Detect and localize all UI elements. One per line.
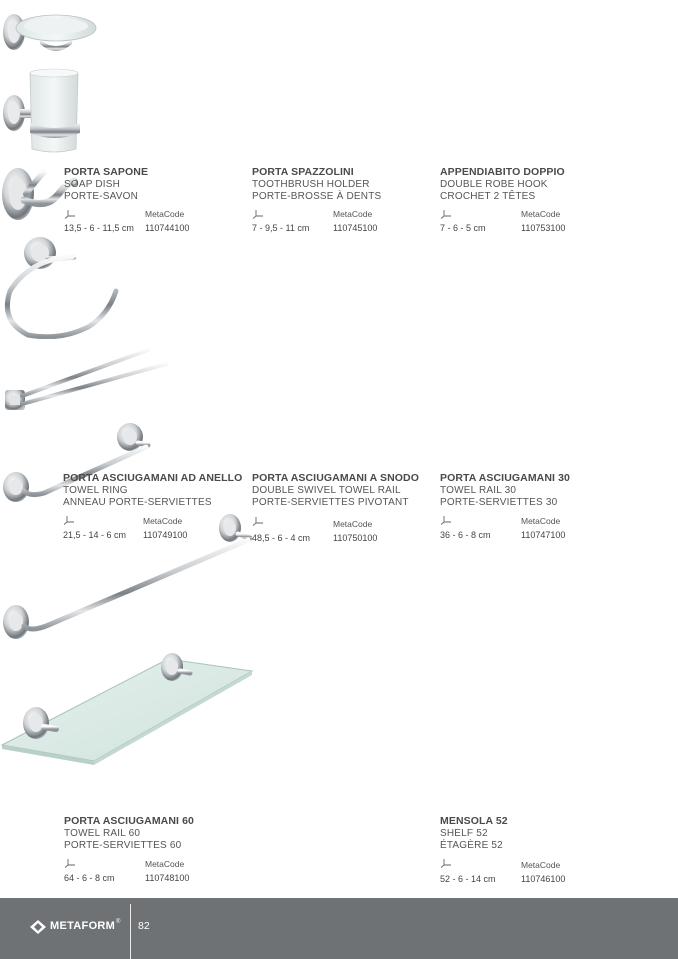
product-dimensions: 21,5 - 14 - 6 cm [63,530,127,540]
registered-mark: ® [116,919,121,925]
product-name-en: TOWEL RING [63,485,128,496]
metacode-label: MetaCode [521,516,561,526]
product-name: PORTA ASCIUGAMANI 60 [64,815,194,827]
swivel-towel-rail-image [0,344,172,416]
product-code: 110750100 [333,533,378,543]
product-dimensions: 48,5 - 6 - 4 cm [252,533,311,543]
dimensions-icon [252,209,264,219]
product-name-fr: ÉTAGÈRE 52 [440,840,503,851]
product-name-en: TOWEL RAIL 60 [64,828,141,839]
metacode-label: MetaCode [143,516,183,526]
metacode-label: MetaCode [145,209,185,219]
dimensions-icon [64,858,76,868]
product-name: PORTA ASCIUGAMANI AD ANELLO [63,472,243,484]
diamond-logo-icon [30,920,46,934]
product-name-fr: PORTE-BROSSE À DENTS [252,191,382,202]
brand-name: METAFORM [50,920,116,932]
product-code: 110745100 [333,223,378,233]
product-code: 110746100 [521,874,566,884]
footer-divider [130,904,131,959]
product-dimensions: 7 - 9,5 - 11 cm [252,223,310,233]
product-name-fr: PORTE-SAVON [64,191,139,202]
dimensions-icon [440,515,452,525]
product-dimensions: 7 - 6 - 5 cm [440,223,486,233]
product-name-en: SHELF 52 [440,828,488,839]
page-footer [0,898,678,959]
metacode-label: MetaCode [333,519,373,529]
product-name: MENSOLA 52 [440,815,508,827]
product-dimensions: 64 - 6 - 8 cm [64,873,115,883]
product-dimensions: 13,5 - 6 - 11,5 cm [64,223,134,233]
toothbrush-holder-image [0,67,90,159]
metaform-logo [30,920,130,934]
glass-shelf-image [0,649,256,767]
product-name: PORTA SAPONE [64,166,149,178]
product-name-en: DOUBLE ROBE HOOK [440,179,548,190]
metacode-label: MetaCode [333,209,373,219]
product-name-en: TOWEL RAIL 30 [440,485,517,496]
dimensions-icon [440,858,452,868]
product-name: PORTA ASCIUGAMANI 30 [440,472,570,484]
product-code: 110748100 [145,873,190,883]
product-name-fr: ANNEAU PORTE-SERVIETTES [63,497,212,508]
product-code: 110747100 [521,530,566,540]
towel-rail-60-image [0,512,256,644]
dimensions-icon [440,209,452,219]
product-code: 110749100 [143,530,188,540]
product-name: APPENDIABITO DOPPIO [440,166,565,178]
metacode-label: MetaCode [145,859,185,869]
product-name-en: TOOTHBRUSH HOLDER [252,179,370,190]
product-name-en: DOUBLE SWIVEL TOWEL RAIL [252,485,401,496]
dimensions-icon [63,515,75,525]
product-code: 110744100 [145,223,190,233]
product-name: PORTA ASCIUGAMANI A SNODO [252,472,419,484]
product-dimensions: 52 - 6 - 14 cm [440,874,496,884]
product-name-fr: PORTE-SERVIETTES PIVOTANT [252,497,409,508]
product-name-fr: PORTE-SERVIETTES 60 [64,840,182,851]
page-number: 82 [138,920,150,932]
metacode-label: MetaCode [521,860,561,870]
dimensions-icon [252,516,264,526]
towel-ring-image [0,231,125,339]
metacode-label: MetaCode [521,209,561,219]
soap-dish-image [0,0,100,62]
product-name: PORTA SPAZZOLINI [252,166,354,178]
product-code: 110753100 [521,223,566,233]
dimensions-icon [64,209,76,219]
product-name-fr: CROCHET 2 TÊTES [440,191,536,202]
product-name-en: SOAP DISH [64,179,121,190]
product-dimensions: 36 - 6 - 8 cm [440,530,491,540]
product-name-fr: PORTE-SERVIETTES 30 [440,497,558,508]
